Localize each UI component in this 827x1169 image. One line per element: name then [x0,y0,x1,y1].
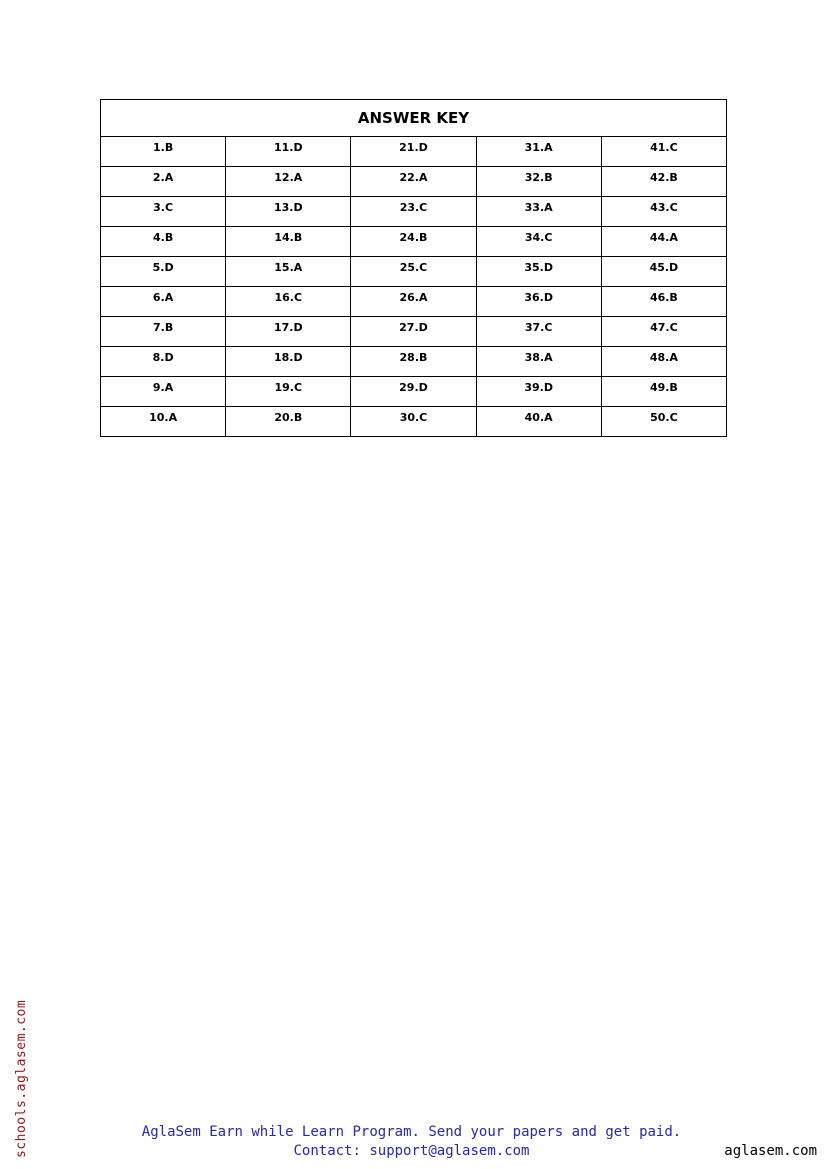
answer-cell: 27.D [351,317,476,347]
table-row [101,137,727,167]
answer-cell: 42.B [601,167,726,197]
table-row [101,377,727,407]
answer-cell: 10.A [101,407,226,437]
answer-cell: 5.D [101,257,226,287]
answer-cell: 18.D [226,347,351,377]
footer-contact-text: Contact: support@aglasem.com [293,1143,530,1159]
table-row [101,287,727,317]
answer-key-title: ANSWER KEY [101,100,727,137]
answer-cell: 44.A [601,227,726,257]
answer-cell: 37.C [476,317,601,347]
answer-cell: 1.B [101,137,226,167]
answer-cell: 46.B [601,287,726,317]
answer-cell: 15.A [226,257,351,287]
answer-cell: 34.C [476,227,601,257]
answer-cell: 35.D [476,257,601,287]
answer-cell: 41.C [601,137,726,167]
answer-cell: 29.D [351,377,476,407]
answer-cell: 50.C [601,407,726,437]
answer-cell: 14.B [226,227,351,257]
answer-cell: 6.A [101,287,226,317]
answer-cell: 9.A [101,377,226,407]
answer-cell: 38.A [476,347,601,377]
answer-cell: 26.A [351,287,476,317]
table-row [101,167,727,197]
answer-cell: 7.B [101,317,226,347]
answer-cell: 39.D [476,377,601,407]
side-watermark: schools.aglasem.com [14,999,29,1158]
answer-cell: 11.D [226,137,351,167]
answer-cell: 2.A [101,167,226,197]
answer-cell: 4.B [101,227,226,257]
answer-cell: 3.C [101,197,226,227]
answer-key-table [100,99,727,437]
answer-cell: 21.D [351,137,476,167]
answer-cell: 45.D [601,257,726,287]
answer-cell: 25.C [351,257,476,287]
site-watermark: aglasem.com [724,1143,817,1159]
answer-cell: 48.A [601,347,726,377]
table-row [101,197,727,227]
table-row [101,407,727,437]
answer-cell: 17.D [226,317,351,347]
answer-cell: 8.D [101,347,226,377]
answer-cell: 43.C [601,197,726,227]
answer-cell: 28.B [351,347,476,377]
footer-promo-text: AglaSem Earn while Learn Program. Send your papers and get paid. [141,1124,682,1140]
answer-key-body [101,137,727,437]
answer-cell: 31.A [476,137,601,167]
answer-cell: 23.C [351,197,476,227]
answer-cell: 40.A [476,407,601,437]
answer-cell: 22.A [351,167,476,197]
answer-cell: 49.B [601,377,726,407]
answer-cell: 36.D [476,287,601,317]
table-row [101,347,727,377]
answer-cell: 19.C [226,377,351,407]
answer-cell: 24.B [351,227,476,257]
table-row [101,317,727,347]
answer-cell: 47.C [601,317,726,347]
table-row [101,257,727,287]
answer-cell: 32.B [476,167,601,197]
answer-cell: 33.A [476,197,601,227]
answer-cell: 13.D [226,197,351,227]
answer-cell: 20.B [226,407,351,437]
answer-cell: 16.C [226,287,351,317]
table-row [101,227,727,257]
answer-cell: 30.C [351,407,476,437]
answer-cell: 12.A [226,167,351,197]
